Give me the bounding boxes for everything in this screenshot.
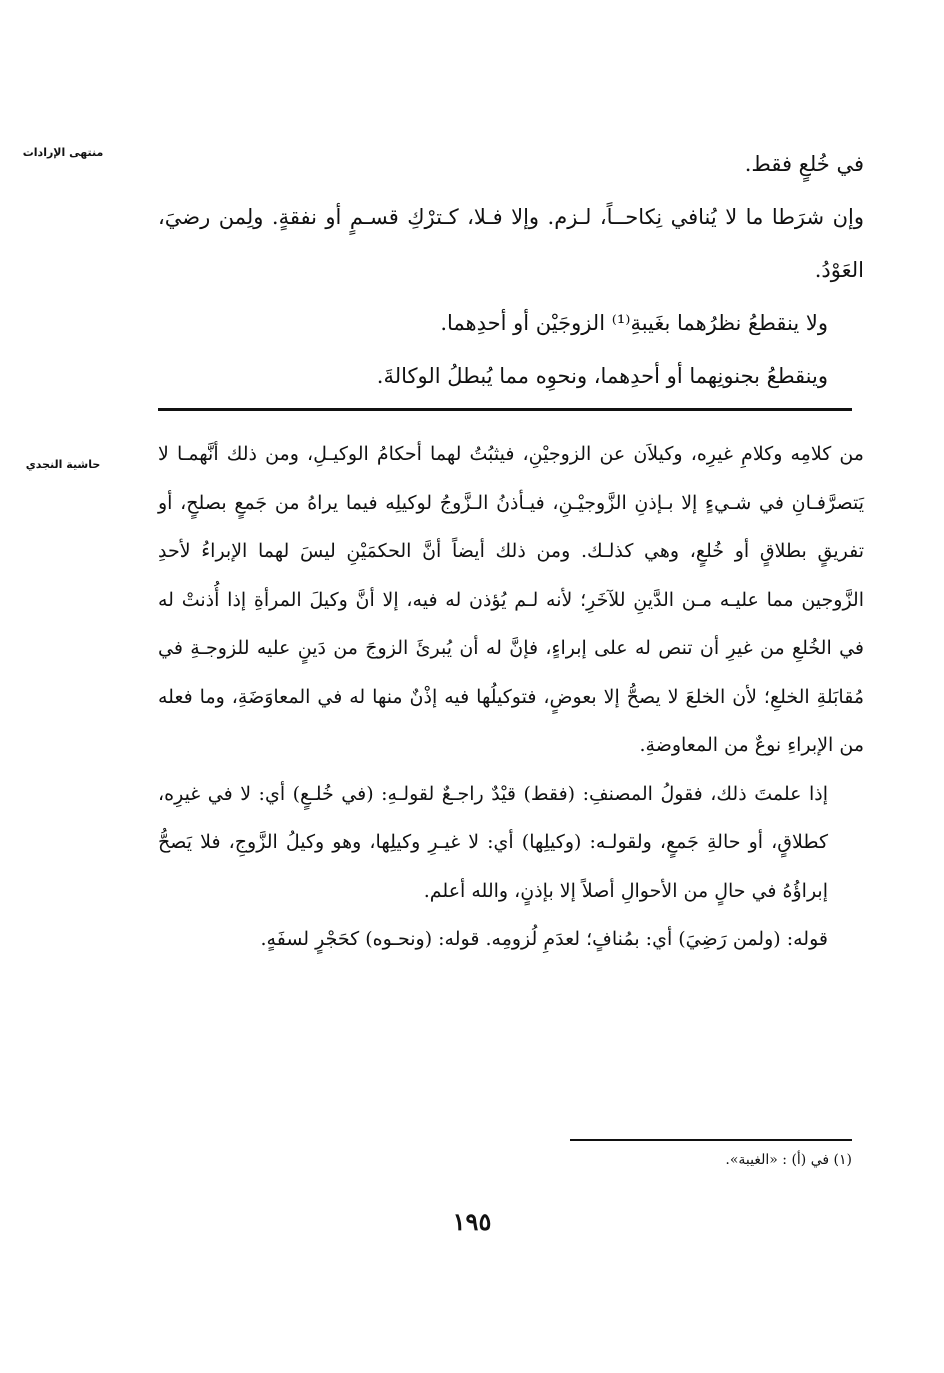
commentary-text-block (158, 430, 864, 964)
matn-paragraph: وينقطعُ بجنونِهما أو أحدِهما، ونحوِه مما يُبطلُ الوكالةَ. (376, 364, 828, 388)
commentary-paragraph: إذا علمتَ ذلك، فقولُ المصنفِ: (فقط) قيْدٌ راجـعٌ لقولـهِ: (في خُلـعٍ) أي: لا في غيرِه، كطلاقٍ، أو حالةِ جَمعٍ، ولقولـه: (وكيلِها) أي: لا غيـرِ وكيلِها، وهو وكيلُ الزَّوجِ، فلا يَصحُّ إبراؤُهُ في حالٍ من الأحوالِ أصلاً إلا بإذنٍ، والله أعلم. (158, 782, 828, 902)
commentary-paragraph: من كلامِه وكلامِ غيرِه، وكيلاَن عن الزوجيْنِ، فيثبُتُ لهما أحكامُ الوكيـلِ، ومن ذلك أنَّهمـا لا يَتصرَّفـانِ في شـيءٍ إلا بـإذنِ الزَّوجيْـنِ، فيـأذنُ الـزَّوجُ لوكيلِه فيما يراهُ من جَمعٍ بصلحٍ، أو تفريقٍ بطلاقٍ أو خُلعٍ، وهي كذلـك. ومن ذلك أيضاً أنَّ الحكمَيْنِ ليسَ لهما الإبراءُ لأحدِ الزَّوجين مما عليـه مـن الدَّينِ للآخَرِ؛ لأنه لـم يُؤذن له فيه، إلا أنَّ وكيلَ المرأةِ إذا أُذنتْ له في الخُلعِ من غيرِ أن تنص له على إبراءٍ، فإنَّ له أن يُبرئَ الزوجَ من دَينٍ عليه للزوجـةِ في مُقابَلةِ الخلعِ؛ لأن الخلعَ لا يصحُّ إلا بعوضٍ، فتوكيلُها فيه إذْنٌ منها له في المعاوَضَةِ، وما فعله من الإبراءِ نوعٌ من المعاوضةِ. (158, 443, 865, 756)
margin-label-commentary-title: حاشية النجدي (25, 458, 101, 471)
matn-paragraph: وإن شرَطا ما لا يُنافي نِكاحــاً، لـزم. وإلا فـلا، كـترْكِ قسـمٍ أو نفقةٍ. ولِمن رضيَ، العَوْدُ. (158, 205, 864, 282)
matn-text-block (158, 138, 864, 403)
matn-paragraph: ولا ينقطعُ نظرُهما بغَيبةِ⁽¹⁾ الزوجَيْن أو أحدِهما. (440, 311, 828, 335)
commentary-paragraph: قوله: (ولمن رَضِيَ) أي: بمُنافٍ؛ لعدَمِ لُزومِه. قوله: (ونحـوه) كحَجْرٍ لسفَهٍ. (260, 928, 828, 950)
footnote: (١) في (أ) : «الغيبة». (725, 1152, 852, 1168)
footnote-divider (570, 1139, 852, 1141)
section-divider (158, 408, 852, 411)
margin-label-book-title: منتهى الإرادات (22, 146, 104, 159)
page-number: ١٩٥ (452, 1207, 492, 1236)
matn-paragraph: في خُلعٍ فقط. (744, 152, 864, 176)
